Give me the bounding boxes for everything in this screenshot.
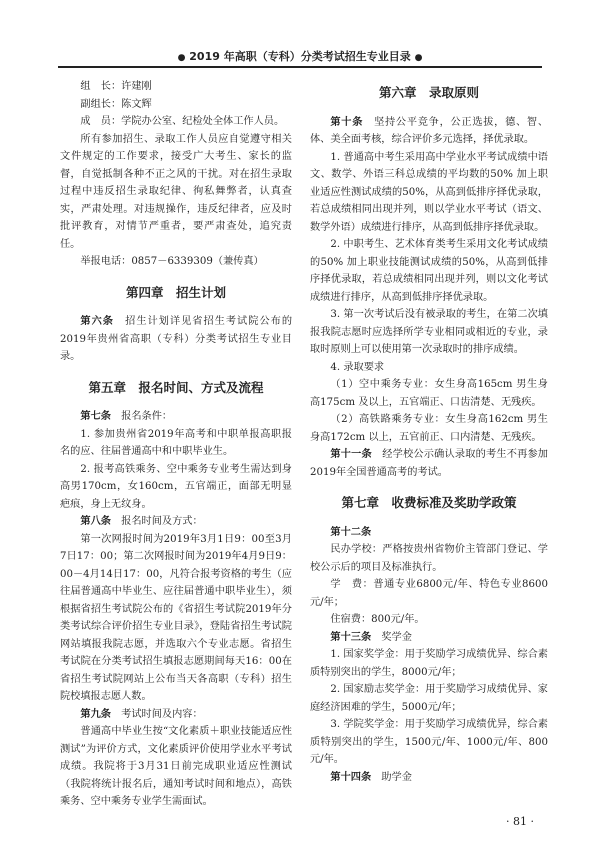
paragraph	[310, 524, 548, 542]
paragraph-text: 2. 报考高铁乘务、空中乘务专业考生需达到身高男170cm，女160cm，五官端正，面部无明显疤痕，身上无纹身。	[60, 463, 292, 510]
paragraph	[310, 376, 548, 411]
paragraph	[60, 426, 292, 461]
paragraph-text: 考试时间及内容：	[110, 708, 203, 720]
paragraph-text: 招生计划详见省招生考试院公布的2019年贵州省高职（专科）分类考试招生专业目录。	[60, 316, 293, 362]
paragraph-text: （2）高铁路乘务专业：女生身高162cm 男生身高172cm 以上，五官前正、口内清楚、无残疾。	[310, 414, 548, 443]
paragraph-text: 报名时间及方式：	[110, 516, 203, 527]
article-number: 第十条	[330, 115, 364, 128]
paragraph	[60, 96, 292, 114]
paragraph	[310, 446, 548, 481]
paragraph	[60, 131, 292, 254]
paragraph	[60, 78, 292, 96]
article-number: 第十一条	[330, 448, 372, 460]
header-bullet-left: ●	[177, 53, 186, 63]
paragraph	[60, 513, 292, 531]
paragraph	[310, 114, 548, 149]
paragraph-text: 组 长：许建刚	[80, 81, 152, 92]
article-number: 第八条	[80, 515, 111, 527]
paragraph	[310, 716, 548, 769]
paragraph-text: 坚持公平竞争，公正选拔，德、智、体、美全面考核，综合评价多元选择，择优录取。	[310, 116, 549, 145]
paragraph	[60, 706, 292, 724]
paragraph-text: 奖学金	[371, 631, 412, 643]
paragraph-text: 2. 国家励志奖学金：用于奖励学习成绩优异、家庭经济困难的学生，5000元/年；	[310, 684, 548, 713]
paragraph-text: 民办学校：严格按贵州省物价主管部门登记、学校公示后的项目及标准执行。	[310, 544, 548, 573]
paragraph-text: 住宿费：800元/年。	[330, 614, 425, 625]
paragraph-text: 普通高中毕业生按“文化素质＋职业技能适应性测试”为评价方式，文化素质评价使用学业水平考试成绩。我院将于3月31日前完成职业适应性测试（我院将统计报名后，通知考试时间和地点），高铁乘务、空中乘务专业学生需面试。	[60, 726, 292, 807]
paragraph-text: 3. 第一次考试后没有被录取的考生，在第二次填报我院志愿时应选择所学专业相同或相近的专业，录取时原则上可以使用第一次录取时的排序成绩。	[310, 309, 548, 355]
page-number: · 81 ·	[506, 815, 534, 828]
paragraph	[60, 531, 292, 706]
paragraph	[310, 541, 548, 576]
paragraph-text: 报名条件：	[110, 411, 173, 422]
paragraph-text: 学 费：普通专业6800元/年、特色专业8600元/年；	[310, 579, 548, 608]
paragraph	[60, 253, 292, 271]
paragraph-text: 3. 学院奖学金：用于奖励学习成绩优异，综合素质特别突出的学生，1500元/年、1000元/年、800元/年。	[310, 719, 548, 765]
paragraph	[310, 149, 548, 237]
paragraph-text: 举报电话：0857－6339309（兼传真）	[80, 256, 264, 267]
paragraph-text: （1）空中乘务专业：女生身高165cm 男生身高175cm 及以上，五官端正、口齿清楚、无残疾。	[310, 379, 548, 408]
running-header	[0, 48, 600, 64]
header-rule	[58, 66, 542, 68]
chapter-heading: 第四章 招生计划	[125, 284, 226, 300]
paragraph	[60, 408, 292, 426]
paragraph-text: 副组长：陈文辉	[80, 98, 152, 110]
header-bullet-right: ●	[414, 53, 423, 63]
paragraph-text: 第一次网报时间为2019年3月1日9：00至3月7日17：00；第二次网报时间为2019年4月9日9：00－4月14日17：00，凡符合报考资格的考生（应往届普通高中毕业生、应往届普通中职毕业生），须根据省招生考试院公布的《省招生考试院2019年分类考试综合评价招生专业目录》，登陆省招生考试院网站填报我院志愿，并选取六个专业志愿。省招生考试院在分类考试招生填报志愿期间每天16：00在省招生考试院网站上公布当天各高职（专科）招生院校填报志愿人数。	[60, 533, 292, 702]
article-number: 第十三条	[330, 630, 372, 643]
article-number: 第七条	[80, 410, 111, 422]
article-number: 第九条	[80, 707, 111, 720]
paragraph	[310, 359, 548, 377]
paragraph	[60, 113, 292, 131]
paragraph	[310, 681, 548, 716]
paragraph	[60, 461, 292, 514]
paragraph-text: 成 员：学院办公室、纪检处全体工作人员。	[80, 116, 285, 127]
paragraph	[310, 576, 548, 611]
paragraph-text: 2. 中职考生、艺术体育类考生采用文化考试成绩的50% 加上职业技能测试成绩的50%，从高到低排序择优录取，若总成绩相同出现并列，则以文化考试成绩进行排序，从高到低排序择优录取。	[310, 239, 548, 303]
paragraph	[310, 646, 548, 681]
paragraph-text: 所有参加招生、录取工作人员应自觉遵守相关文件规定的工作要求，接受广大考生、家长的监督，自觉抵制各种不正之风的干扰。对在招生录取过程中违反招生录取纪律、徇私舞弊者，认真查实，严肃处理。对违规操作，违反纪律者，应及时批评教育，对情节严重者，要严肃查处，追究责任。	[60, 133, 292, 250]
right-column	[310, 78, 548, 786]
article-number: 第六条	[80, 315, 114, 327]
paragraph-text: 1. 普通高中考生采用高中学业水平考试成绩中语文、数学、外语三科总成绩的平均数的50% 加上职业适应性测试成绩的50%，从高到低排序择优录取，若总成绩相同出现并列，则以学业水平考试（语文、数学外语）成绩进行排序，从高到低排序择优录取。	[310, 151, 548, 233]
paragraph-text: 经学校公示确认录取的考生不再参加2019年全国普通高考的考试。	[310, 449, 548, 478]
chapter-heading: 第六章 录取原则	[378, 85, 479, 100]
paragraph	[310, 769, 548, 787]
paragraph-text: 助学金	[371, 771, 412, 783]
left-column	[60, 78, 292, 811]
header-title: 2019 年高职（专科）分类考试招生专业目录	[189, 50, 411, 63]
paragraph	[310, 306, 548, 359]
paragraph	[60, 313, 292, 366]
article-number: 第十四条	[330, 770, 372, 783]
chapter-heading: 第七章 收费标准及奖助学政策	[341, 495, 517, 510]
paragraph	[310, 611, 548, 629]
paragraph	[310, 411, 548, 446]
paragraph-text: 1. 国家奖学金：用于奖励学习成绩优异、综合素质特别突出的学生，8000元/年；	[310, 649, 548, 678]
paragraph	[60, 723, 292, 811]
paragraph	[310, 236, 548, 306]
article-number: 第十二条	[330, 525, 372, 538]
chapter-heading: 第五章 报名时间、方式及流程	[88, 379, 264, 395]
paragraph-text: 4. 录取要求	[330, 361, 385, 373]
paragraph-text: 1. 参加贵州省2019年高考和中职单报高职报名的应、往届普通高中和中职毕业生。	[60, 428, 292, 457]
paragraph	[310, 629, 548, 647]
